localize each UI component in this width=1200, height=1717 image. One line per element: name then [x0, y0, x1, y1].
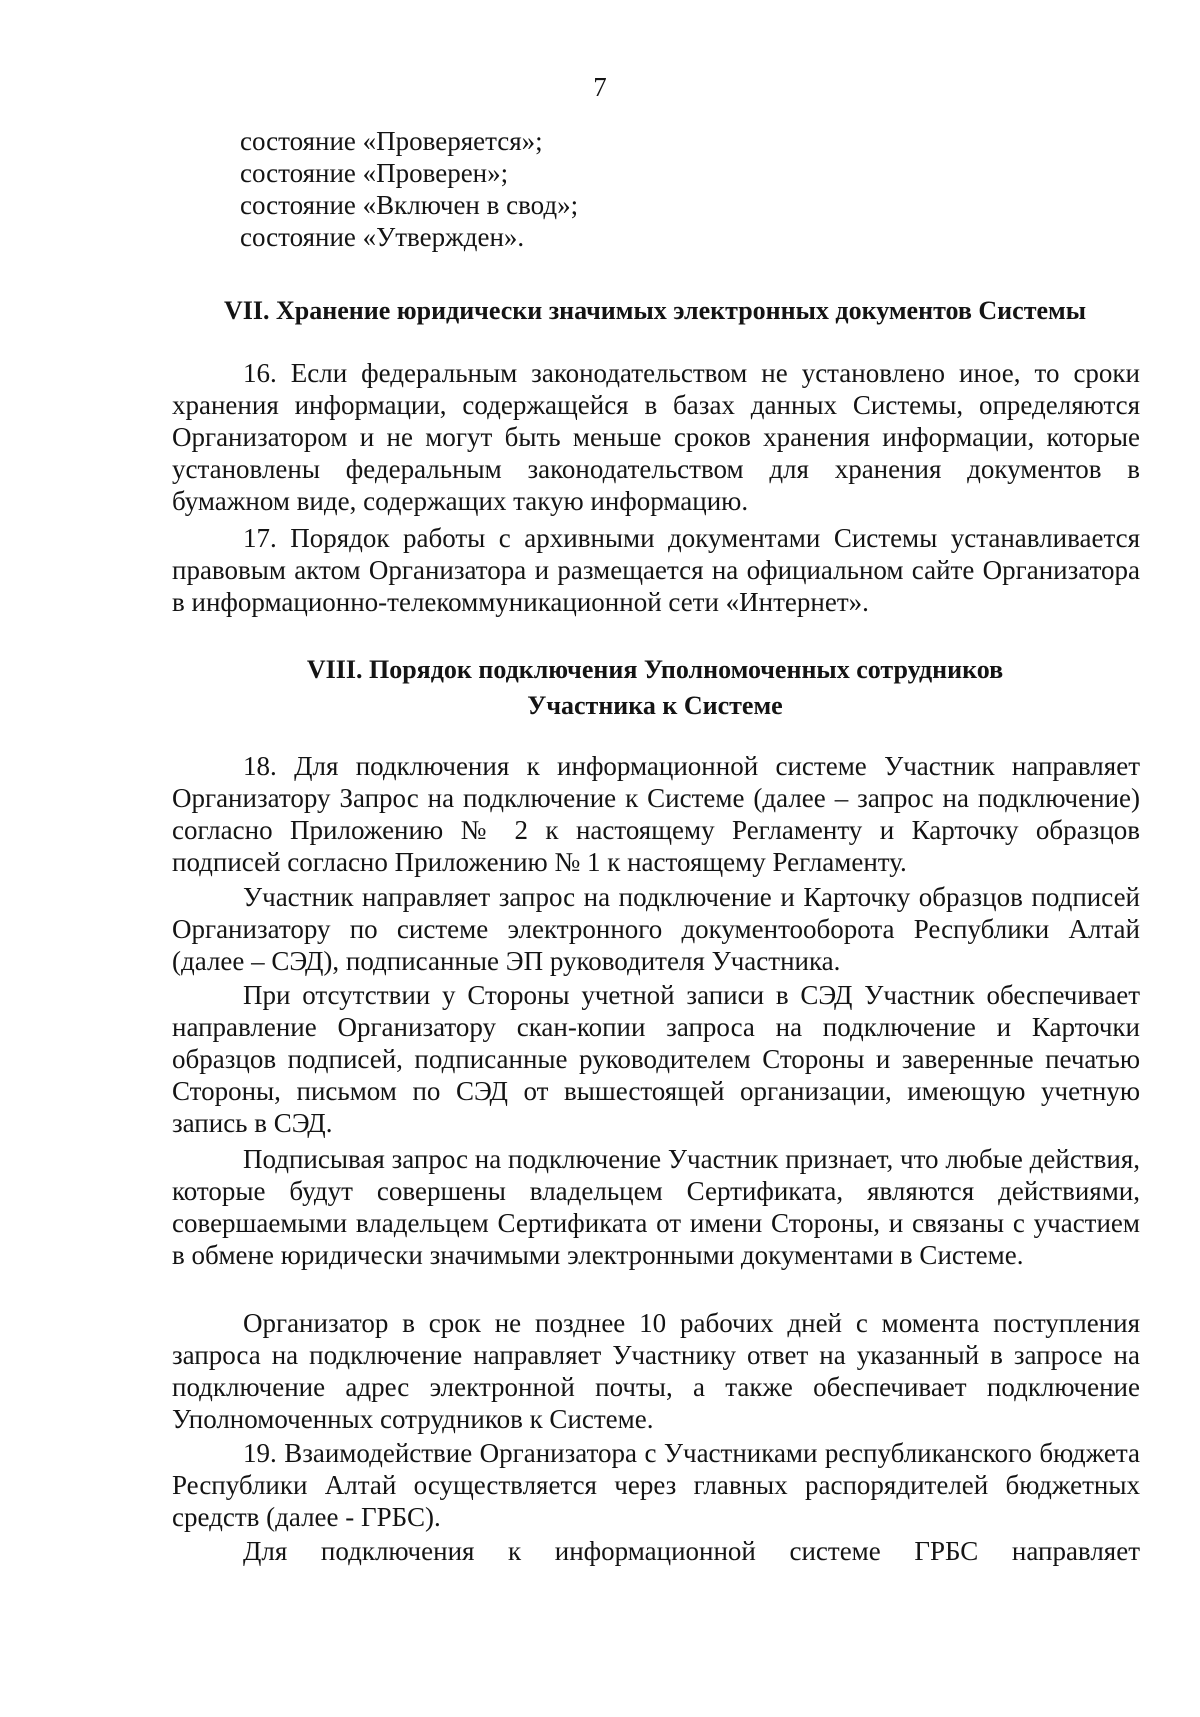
status-item-checking: состояние «Проверяется»; [240, 126, 543, 156]
paragraph-16: 16. Если федеральным законодательством не установлено иное, то сроки хранения информации, содержащейся в базах данных Системы, определяются Организатором и не могут быть меньше сроков хранения информации, которые установлены федеральным законодательством для хранения документов в бумажном виде, содержащих такую информацию. [172, 358, 1140, 516]
section-8-heading-line-1: VIII. Порядок подключения Уполномоченных сотрудников [306, 655, 1004, 684]
section-8-heading [170, 652, 1140, 724]
page-number: 7 [593, 72, 607, 102]
paragraph-18-signing: Подписывая запрос на подключение Участник признает, что любые действия, которые будут совершены владельцем Сертификата, являются действиями, совершаемыми владельцем Сертификата от имени Стороны, и связаны с участием в обмене юридически значимыми электронными документами в Системе. [172, 1144, 1140, 1270]
paragraph-18-organizer-response: Организатор в срок не позднее 10 рабочих дней с момента поступления запроса на подключение направляет Участнику ответ на указанный в запросе на подключение адрес электронной почты, а также обеспечивает подключение Уполномоченных сотрудников к Системе. [172, 1308, 1140, 1434]
paragraph-19-continuation: Для подключения к информационной системе ГРБС направляет [243, 1536, 1140, 1566]
section-7-heading: VII. Хранение юридически значимых электронных документов Системы [223, 296, 1087, 325]
status-item-approved: состояние «Утвержден». [240, 222, 525, 252]
paragraph-18: 18. Для подключения к информационной системе Участник направляет Организатору Запрос на подключение к Системе (далее – запрос на подключение) согласно Приложению № 2 к настоящему Регламенту и Карточку образцов подписей согласно Приложению № 1 к настоящему Регламенту. [172, 751, 1140, 877]
status-item-checked: состояние «Проверен»; [240, 158, 509, 188]
paragraph-18-no-account: При отсутствии у Стороны учетной записи в СЭД Участник обеспечивает направление Организатору скан-копии запроса на подключение и Карточки образцов подписей, подписанные руководителем Стороны и заверенные печатью Стороны, письмом по СЭД от вышестоящей организации, имеющую учетную запись в СЭД. [172, 980, 1140, 1138]
paragraph-17: 17. Порядок работы с архивными документами Системы устанавливается правовым актом Организатора и размещается на официальном сайте Организатора в информационно-телекоммуникационной сети «Интернет». [172, 523, 1140, 617]
status-item-included: состояние «Включен в свод»; [240, 190, 579, 220]
status-list [240, 125, 578, 253]
paragraph-19: 19. Взаимодействие Организатора с Участниками республиканского бюджета Республики Алтай осуществляется через главных распорядителей бюджетных средств (далее - ГРБС). [172, 1438, 1140, 1532]
section-8-heading-line-2: Участника к Системе [527, 691, 783, 720]
paragraph-18-participant-request: Участник направляет запрос на подключение и Карточку образцов подписей Организатору по системе электронного документооборота Республики Алтай (далее – СЭД), подписанные ЭП руководителя Участника. [172, 882, 1140, 976]
